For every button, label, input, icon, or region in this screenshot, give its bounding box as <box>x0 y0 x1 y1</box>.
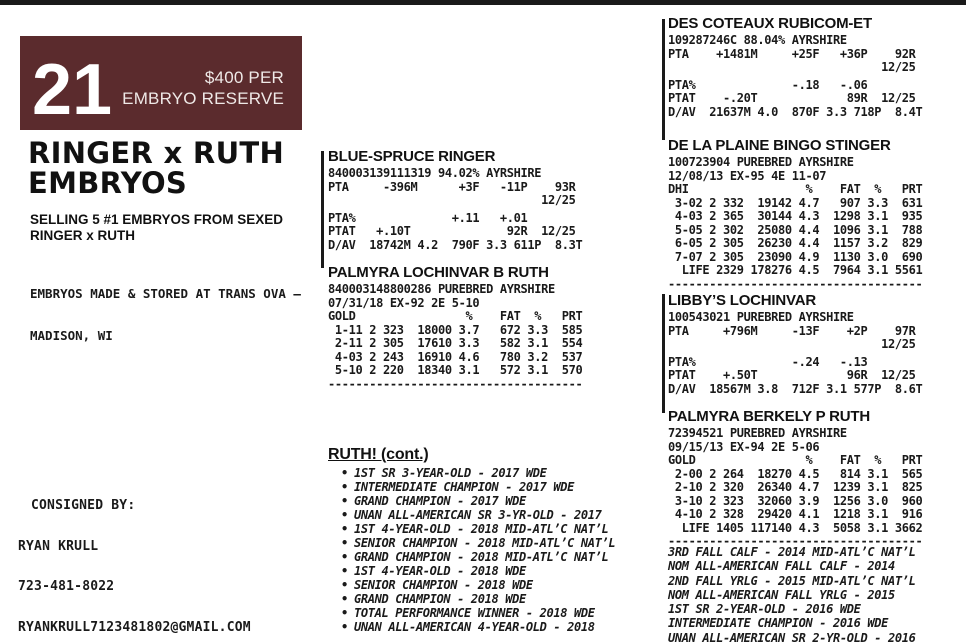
award-item: • SENIOR CHAMPION - 2018 MID-ATL’C NAT’L <box>328 536 633 550</box>
top-rule <box>0 0 966 5</box>
lactation-row: 6-05 2 305 26230 4.4 1157 3.2 829 <box>668 236 923 250</box>
pedigree-bracket-right-top <box>662 19 665 140</box>
pedigree-block-dams-dam <box>668 408 966 549</box>
registration-line: 840003139111319 94.02% AYRSHIRE <box>328 166 542 180</box>
lactation-row: 4-03 2 365 30144 4.3 1298 3.1 935 <box>668 209 923 223</box>
divider-dashes: ------------------------------------- <box>668 276 923 291</box>
lactation-row: 5-10 2 220 18340 3.1 572 3.1 570 <box>328 363 583 377</box>
award-item: • INTERMEDIATE CHAMPION - 2017 WDE <box>328 480 633 494</box>
lot-number: 21 <box>32 50 113 130</box>
pedigree-block-dams-sire <box>668 292 966 396</box>
pta-line: PTA +796M -13F +2P 97R <box>668 323 916 338</box>
divider-dashes: ------------------------------------- <box>668 534 923 548</box>
award-item: 3RD FALL CALF - 2014 MID-ATL’C NAT’L <box>668 545 916 559</box>
award-item: • 1ST 4-YEAR-OLD - 2018 MID-ATL’C NAT’L <box>328 522 633 536</box>
lactation-header: GOLD % FAT % PRT <box>668 453 923 467</box>
pedigree-block-sire <box>328 148 633 252</box>
award-item: • UNAN ALL-AMERICAN SR 3-YR-OLD - 2017 <box>328 508 633 522</box>
lot-title <box>28 138 284 198</box>
price-line-1: $400 PER <box>204 68 284 87</box>
lactation-row: 3-10 2 323 32060 3.9 1256 3.0 960 <box>668 493 923 508</box>
lactation-row: 4-03 2 243 16910 4.6 780 3.2 537 <box>328 349 583 364</box>
lot-title-line-2: EMBRYOS <box>28 166 188 200</box>
lactation-header: DHI % FAT % PRT <box>668 182 923 196</box>
award-item: NOM ALL-AMERICAN FALL YRLG - 2015 <box>668 587 895 602</box>
price-line-2: EMBRYO RESERVE <box>122 89 284 108</box>
pedigree-block-sires-sire <box>668 15 966 119</box>
registration-line: 109287246C 88.04% AYRSHIRE <box>668 33 847 47</box>
pta-date-line: 12/25 <box>668 337 916 351</box>
award-item: • GRAND CHAMPION - 2018 WDE <box>328 592 633 606</box>
animal-name: DE LA PLAINE BINGO STINGER <box>668 137 891 154</box>
lactation-row: 1-11 2 323 18000 3.7 672 3.3 585 <box>328 322 583 337</box>
registration-line: 100543021 PUREBRED AYRSHIRE <box>668 310 854 324</box>
pedigree-bracket-right-bottom <box>662 294 665 413</box>
award-item: • GRAND CHAMPION - 2017 WDE <box>328 494 633 508</box>
consignor-label: CONSIGNED BY: <box>31 498 136 513</box>
pta-pct-line: PTA% -.24 -.13 <box>668 354 868 369</box>
pta-line: PTA +1481M +25F +36P 92R <box>668 46 916 61</box>
lot-box <box>20 36 302 130</box>
consignor-phone: 723-481-8022 <box>18 579 115 594</box>
classification-line: 09/15/13 EX-94 2E 5-06 <box>668 439 820 454</box>
award-item: NOM ALL-AMERICAN FALL CALF - 2014 <box>668 559 895 574</box>
lactation-row: 2-00 2 264 18270 4.5 814 3.1 565 <box>668 466 923 481</box>
consignor-email: RYANKRULL7123481802@GMAIL.COM <box>18 619 251 635</box>
award-item: 2ND FALL YRLG - 2015 MID-ATL’C NAT’L <box>668 573 916 588</box>
price-note <box>122 67 284 109</box>
registration-line: 72394521 PUREBRED AYRSHIRE <box>668 426 847 440</box>
consignor-name: RYAN KRULL <box>18 538 99 554</box>
animal-name: DES COTEAUX RUBICOM-ET <box>668 15 872 32</box>
lot-title-line-1: RINGER x RUTH <box>28 136 285 170</box>
lifetime-row: LIFE 1405 117140 4.3 5058 3.1 3662 <box>668 520 923 535</box>
registration-line: 100723904 PUREBRED AYRSHIRE <box>668 155 854 169</box>
pta-date-line: 12/25 <box>668 60 916 74</box>
lactation-header: GOLD % FAT % PRT <box>328 309 583 323</box>
dav-line: D/AV 18742M 4.2 790F 3.3 611P 8.3T <box>328 237 583 252</box>
lactation-row: 4-10 2 328 29420 4.1 1218 3.1 916 <box>668 507 923 521</box>
selling-note-line-2: RINGER x RUTH <box>30 227 136 243</box>
animal-name: PALMYRA BERKELY P RUTH <box>668 408 871 425</box>
ruth-cont-heading: RUTH! (cont.) <box>328 446 429 463</box>
storage-note-line-1: EMBRYOS MADE & STORED AT TRANS OVA – <box>30 286 301 301</box>
selling-note <box>30 212 283 243</box>
dav-line: D/AV 21637M 4.0 870F 3.3 718P 8.4T <box>668 104 923 119</box>
pta-pct-line: PTA% +.11 +.01 <box>328 210 528 225</box>
ruth-cont-section <box>328 446 633 634</box>
award-item: • SENIOR CHAMPION - 2018 WDE <box>328 578 633 592</box>
pedigree-block-sires-dam <box>668 137 966 291</box>
divider-dashes: ------------------------------------- <box>328 376 583 391</box>
lactation-row: 3-02 2 332 19142 4.7 907 3.3 631 <box>668 195 923 210</box>
lifetime-row: LIFE 2329 178276 4.5 7964 3.1 5561 <box>668 263 923 277</box>
award-item: INTERMEDIATE CHAMPION - 2016 WDE <box>668 616 888 631</box>
lactation-row: 2-11 2 305 17610 3.3 582 3.1 554 <box>328 336 583 350</box>
award-item: 1ST SR 2-YEAR-OLD - 2016 WDE <box>668 602 861 617</box>
pta-pct-line: PTA% -.18 -.06 <box>668 77 868 92</box>
storage-note <box>30 259 301 371</box>
lactation-row: 7-07 2 305 23090 4.9 1130 3.0 690 <box>668 249 923 264</box>
pta-line: PTA -396M +3F -11P 93R <box>328 179 576 194</box>
award-item: • 1ST SR 3-YEAR-OLD - 2017 WDE <box>328 466 633 480</box>
ptat-line: PTAT +.50T 96R 12/25 <box>668 368 916 382</box>
award-item: • GRAND CHAMPION - 2018 MID-ATL’C NAT’L <box>328 550 633 564</box>
award-item: • TOTAL PERFORMANCE WINNER - 2018 WDE <box>328 606 633 620</box>
award-item: • 1ST 4-YEAR-OLD - 2018 WDE <box>328 564 633 578</box>
pta-date-line: 12/25 <box>328 193 576 207</box>
dav-line: D/AV 18567M 3.8 712F 3.1 577P 8.6T <box>668 381 923 396</box>
animal-name: LIBBY’S LOCHINVAR <box>668 292 816 309</box>
classification-line: 07/31/18 EX-92 2E 5-10 <box>328 295 480 310</box>
registration-line: 840003148800286 PUREBRED AYRSHIRE <box>328 282 555 296</box>
pedigree-bracket-middle <box>321 151 324 268</box>
award-item: UNAN ALL-AMERICAN SR 2-YR-OLD - 2016 <box>668 630 916 644</box>
award-item: • UNAN ALL-AMERICAN 4-YEAR-OLD - 2018 <box>328 620 633 634</box>
ptat-line: PTAT +.10T 92R 12/25 <box>328 224 576 238</box>
animal-name: PALMYRA LOCHINVAR B RUTH <box>328 264 549 281</box>
lactation-row: 2-10 2 320 26340 4.7 1239 3.1 825 <box>668 480 923 494</box>
selling-note-line-1: SELLING 5 #1 EMBRYOS FROM SEXED <box>30 212 284 227</box>
consignor-info <box>18 472 251 644</box>
lactation-row: 5-05 2 302 25080 4.4 1096 3.1 788 <box>668 222 923 237</box>
ptat-line: PTAT -.20T 89R 12/25 <box>668 91 916 105</box>
animal-name: BLUE-SPRUCE RINGER <box>328 148 496 165</box>
storage-note-line-2: MADISON, WI <box>30 328 113 343</box>
pedigree-block-dam <box>328 264 633 391</box>
classification-line: 12/08/13 EX-95 4E 11-07 <box>668 168 827 183</box>
dams-dam-awards <box>668 545 966 644</box>
